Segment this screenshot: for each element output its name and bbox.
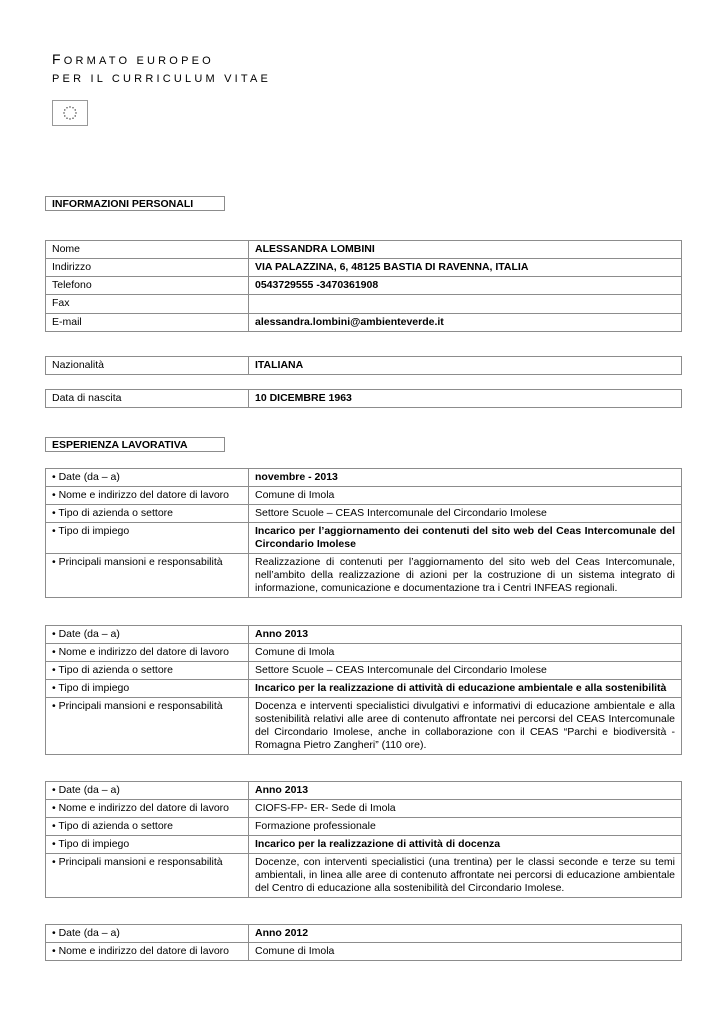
sector-value: Settore Scuole – CEAS Intercomunale del Circondario Imolese [249, 505, 682, 523]
table-row [46, 644, 682, 662]
fax-value [249, 295, 682, 314]
date-label: • Date (da – a) [46, 782, 249, 800]
table-row [46, 357, 682, 375]
table-row [46, 698, 682, 755]
address-label: Indirizzo [46, 259, 249, 277]
table-row [46, 241, 682, 259]
table-row [46, 818, 682, 836]
job-label: • Tipo di impiego [46, 836, 249, 854]
nationality-label: Nazionalità [46, 357, 249, 375]
table-row [46, 854, 682, 898]
nationality-value: ITALIANA [249, 357, 682, 375]
table-row [46, 505, 682, 523]
table-row [46, 295, 682, 314]
table-row [46, 523, 682, 554]
table-row [46, 259, 682, 277]
job-value: Incarico per la realizzazione di attività di educazione ambientale e alla sostenibilità [249, 680, 682, 698]
table-row [46, 925, 682, 943]
eu-stars-icon [53, 101, 87, 125]
table-row [46, 943, 682, 961]
header-initial: F [52, 51, 64, 67]
header-line-1 [52, 50, 271, 70]
employer-label: • Nome e indirizzo del datore di lavoro [46, 800, 249, 818]
table-row [46, 680, 682, 698]
employer-label: • Nome e indirizzo del datore di lavoro [46, 487, 249, 505]
eu-flag-icon [52, 100, 88, 126]
name-value: ALESSANDRA LOMBINI [249, 241, 682, 259]
employer-value: Comune di Imola [249, 644, 682, 662]
phone-label: Telefono [46, 277, 249, 295]
date-value: novembre - 2013 [249, 469, 682, 487]
table-row [46, 314, 682, 332]
job-label: • Tipo di impiego [46, 523, 249, 554]
phone-value: 0543729555 -3470361908 [249, 277, 682, 295]
sector-value: Settore Scuole – CEAS Intercomunale del Circondario Imolese [249, 662, 682, 680]
date-value: Anno 2013 [249, 782, 682, 800]
sector-label: • Tipo di azienda o settore [46, 662, 249, 680]
birthdate-value: 10 DICEMBRE 1963 [249, 390, 682, 408]
job-value: Incarico per l’aggiornamento dei contenuti del sito web del Ceas Intercomunale del Circondario Imolese [249, 523, 682, 554]
table-row [46, 800, 682, 818]
date-value: Anno 2013 [249, 626, 682, 644]
cv-header [52, 50, 271, 88]
section-personal-info: INFORMAZIONI PERSONALI [45, 196, 225, 211]
duties-value: Docenze, con interventi specialistici (una trentina) per le classi seconde e terze su temi ambientali, in linea alle aree di contenuto affrontate nei percorsi di educazione ambientale del Centro di educazione alla sostenibilità del Circondario Imolese. [249, 854, 682, 898]
nationality-table [45, 356, 682, 375]
date-value: Anno 2012 [249, 925, 682, 943]
section-work-experience: ESPERIENZA LAVORATIVA [45, 437, 225, 452]
experience-entry-4 [45, 924, 682, 961]
address-value: VIA PALAZZINA, 6, 48125 BASTIA DI RAVENNA, ITALIA [249, 259, 682, 277]
table-row [46, 277, 682, 295]
job-value: Incarico per la realizzazione di attività di docenza [249, 836, 682, 854]
duties-label: • Principali mansioni e responsabilità [46, 554, 249, 598]
duties-value: Docenza e interventi specialistici divulgativi e informativi di educazione ambientale e alla sostenibilità relativi alle aree di contenuto affrontate nei percorsi del CEAS Intercomunale del Circondario Imolese, anche in collaborazione con il CEAS “Parchi e biodiversità - Romagna Pietro Zangheri” (110 ore). [249, 698, 682, 755]
employer-label: • Nome e indirizzo del datore di lavoro [46, 943, 249, 961]
date-label: • Date (da – a) [46, 925, 249, 943]
header-line-1-rest: ORMATO EUROPEO [63, 55, 214, 67]
duties-label: • Principali mansioni e responsabilità [46, 854, 249, 898]
birthdate-table [45, 389, 682, 408]
job-label: • Tipo di impiego [46, 680, 249, 698]
personal-info-table [45, 240, 682, 332]
table-row [46, 487, 682, 505]
experience-entry-1 [45, 468, 682, 598]
sector-label: • Tipo di azienda o settore [46, 818, 249, 836]
employer-value: Comune di Imola [249, 943, 682, 961]
name-label: Nome [46, 241, 249, 259]
table-row [46, 836, 682, 854]
experience-entry-2 [45, 625, 682, 755]
table-row [46, 782, 682, 800]
table-row [46, 469, 682, 487]
employer-value: CIOFS-FP- ER- Sede di Imola [249, 800, 682, 818]
table-row [46, 390, 682, 408]
fax-label: Fax [46, 295, 249, 314]
employer-label: • Nome e indirizzo del datore di lavoro [46, 644, 249, 662]
employer-value: Comune di Imola [249, 487, 682, 505]
date-label: • Date (da – a) [46, 626, 249, 644]
table-row [46, 662, 682, 680]
email-label: E-mail [46, 314, 249, 332]
experience-entry-3 [45, 781, 682, 898]
birthdate-label: Data di nascita [46, 390, 249, 408]
email-value: alessandra.lombini@ambienteverde.it [249, 314, 682, 332]
sector-value: Formazione professionale [249, 818, 682, 836]
header-line-2: PER IL CURRICULUM VITAE [52, 73, 272, 85]
date-label: • Date (da – a) [46, 469, 249, 487]
table-row [46, 554, 682, 598]
duties-label: • Principali mansioni e responsabilità [46, 698, 249, 755]
duties-value: Realizzazione di contenuti per l’aggiornamento del sito web del Ceas Intercomunale, nell’ambito della realizzazione di azioni per la costruzione di un sistema integrato di informazione, comunicazione e documentazione tra i Centri INFEAS regionali. [249, 554, 682, 598]
sector-label: • Tipo di azienda o settore [46, 505, 249, 523]
table-row [46, 626, 682, 644]
